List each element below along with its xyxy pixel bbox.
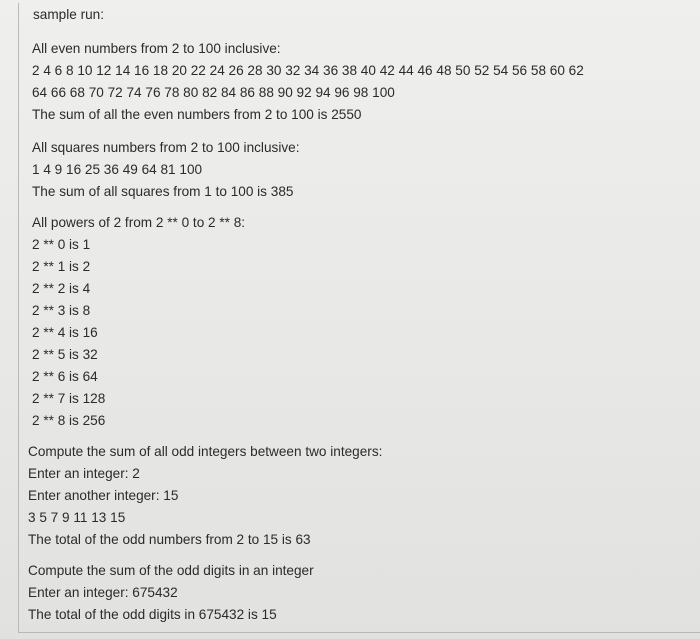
squares-title: All squares numbers from 2 to 100 inclusive:: [32, 140, 300, 155]
powers-title: All powers of 2 from 2 ** 0 to 2 ** 8:: [32, 215, 246, 230]
power-item: 2 ** 2 is 4: [32, 281, 91, 296]
odd-digits-prompt: Enter an integer: 675432: [28, 585, 178, 600]
evens-values-line-2: 64 66 68 70 72 74 76 78 80 82 84 86 88 90 92 94 96 98 100: [32, 85, 395, 100]
power-item: 2 ** 8 is 256: [32, 413, 106, 428]
power-item: 2 ** 6 is 64: [32, 369, 98, 384]
power-item: 2 ** 5 is 32: [32, 347, 98, 362]
squares-values: 1 4 9 16 25 36 49 64 81 100: [32, 162, 203, 177]
power-item: 2 ** 0 is 1: [32, 237, 91, 252]
power-item: 2 ** 3 is 8: [32, 303, 91, 318]
evens-sum: The sum of all the even numbers from 2 to 100 is 2550: [32, 107, 362, 122]
odd-digits-title: Compute the sum of the odd digits in an integer: [28, 563, 314, 578]
odd-between-prompt-2: Enter another integer: 15: [28, 488, 179, 503]
power-item: 2 ** 7 is 128: [32, 391, 106, 406]
odd-between-values: 3 5 7 9 11 13 15: [28, 510, 126, 525]
odd-between-title: Compute the sum of all odd integers between two integers:: [28, 444, 383, 459]
odd-digits-total: The total of the odd digits in 675432 is 15: [28, 607, 277, 622]
power-item: 2 ** 1 is 2: [32, 259, 91, 274]
squares-sum: The sum of all squares from 1 to 100 is 385: [32, 184, 294, 199]
evens-values-line-1: 2 4 6 8 10 12 14 16 18 20 22 24 26 28 30 32 34 36 38 40 42 44 46 48 50 52 54 56 58 60 62: [32, 63, 584, 78]
sample-run-heading: sample run:: [33, 7, 105, 22]
odd-between-prompt-1: Enter an integer: 2: [28, 466, 140, 481]
evens-title: All even numbers from 2 to 100 inclusive:: [32, 41, 281, 56]
odd-between-total: The total of the odd numbers from 2 to 15 is 63: [28, 532, 311, 547]
power-item: 2 ** 4 is 16: [32, 325, 98, 340]
